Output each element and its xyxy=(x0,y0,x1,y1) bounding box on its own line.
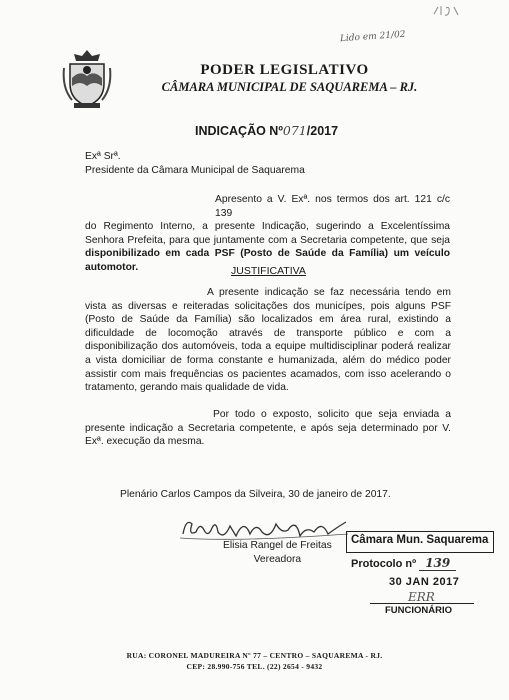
indicacao-year: /2017 xyxy=(306,124,339,138)
stamp-initials: ERR xyxy=(408,590,435,604)
paragraph-conclusion-text: Por todo o exposto, solicito que seja enviada a presente indicação a Secretaria competente, e após seja determinado por V. Exª. execução da mesma. xyxy=(85,409,451,448)
stamp-title: Câmara Mun. Saquarema xyxy=(351,534,489,546)
org-title: PODER LEGISLATIVO xyxy=(200,62,369,78)
footer-address-line: RUA: CORONEL MADUREIRA Nº 77 – CENTRO – SAQUAREMA - RJ. xyxy=(126,651,383,660)
indicacao-heading xyxy=(195,123,338,138)
stamp-role: FUNCIONÁRIO xyxy=(385,605,453,616)
stamp-protocolo-label: Protocolo nº xyxy=(351,558,417,570)
protocol-stamp xyxy=(346,531,496,623)
corner-mark-icon xyxy=(432,4,462,23)
indicacao-prefix: INDICAÇÃO Nº xyxy=(195,124,283,138)
paragraph-request-bold: disponibilizado em cada PSF (Posto de Saúde da Família) um veículo automotor. xyxy=(85,248,450,273)
signer-role: Vereadora xyxy=(253,553,302,565)
stamp-protocolo-number: 139 xyxy=(419,556,456,571)
signer-block xyxy=(223,539,332,566)
stamp-sign-line xyxy=(370,603,474,604)
stamp-date: 30 JAN 2017 xyxy=(389,576,460,588)
indicacao-number: 071 xyxy=(282,123,307,138)
stamp-protocolo xyxy=(351,556,456,570)
addressee: Presidente da Câmara Municipal de Saquarema xyxy=(85,165,305,176)
paragraph-justification xyxy=(85,286,451,395)
signer-name: Elisia Rangel de Freitas xyxy=(223,540,332,551)
justificativa-heading: JUSTIFICATIVA xyxy=(231,265,306,277)
paragraph-request-body: do Regimento Interno, a presente Indicação, sugerindo a Excelentíssima Senhora Prefeita, para que juntamente com a Secretaria competente, que seja xyxy=(85,221,450,246)
paragraph-request-lead: Apresento a V. Exª. nos termos dos art. 121 c/c 139 xyxy=(215,194,450,219)
salutation: Exª Srª. xyxy=(85,151,121,162)
municipal-seal-icon xyxy=(62,48,112,110)
footer-contact-line: CEP: 28.990-756 TEL. (22) 2654 - 9432 xyxy=(186,662,323,671)
footer-address xyxy=(0,650,509,672)
margin-note: Lido em 21/02 xyxy=(339,29,406,45)
paragraph-conclusion xyxy=(85,408,451,449)
paragraph-justification-text: A presente indicação se faz necessária tendo em vista as diversas e reiteradas solicitações dos municípes, pois alguns PSF (Posto de Saúde da Família) são localizados em área rural, existindo a dificuldade de locomoção através de transporte público e com a disponibilização dos automóveis, toda a equipe multidisciplinar poderá realizar a vista domiciliar de forma constante e humanizada, além do médico poder assistir com mais frequências os pacientes acamados, com isso acelerando o tratamento, gerando mais qualidade de vida. xyxy=(85,287,451,394)
paragraph-request xyxy=(85,193,450,275)
org-subtitle: CÂMARA MUNICIPAL DE SAQUAREMA – RJ. xyxy=(161,80,418,94)
dateline: Plenário Carlos Campos da Silveira, 30 de janeiro de 2017. xyxy=(120,489,391,500)
